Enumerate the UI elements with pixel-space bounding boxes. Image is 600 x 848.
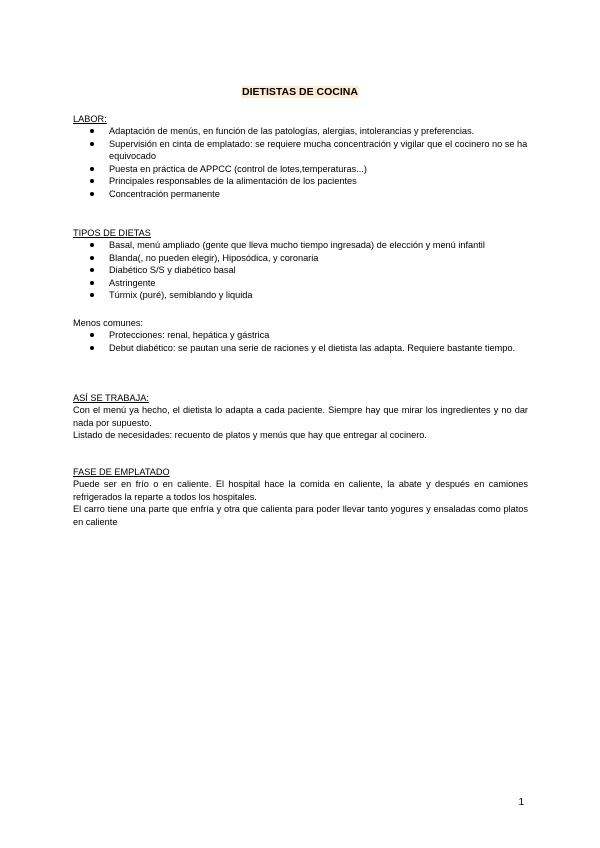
bullet-icon — [90, 268, 94, 272]
paragraph: Listado de necesidades: recuento de platos y menús que hay que entregar al cocinero. — [73, 430, 427, 440]
bullet-icon — [90, 293, 94, 297]
labor-list — [73, 125, 528, 200]
list-item: Adaptación de menús, en función de las patologías, alergias, intolerancias y preferencias. — [73, 125, 528, 138]
section-fase-de-emplatado — [73, 466, 528, 528]
page-number: 1 — [518, 797, 524, 808]
section-asi-se-trabaja — [73, 392, 528, 442]
bullet-icon — [90, 179, 94, 183]
list-item: Basal, menú ampliado (gente que lleva mucho tiempo ingresada) de elección y menú infantil — [73, 239, 528, 252]
menos-list — [73, 329, 528, 354]
section-heading-fase: FASE DE EMPLATADO — [73, 467, 170, 477]
list-item: Principales responsables de la alimentación de los pacientes — [73, 175, 528, 188]
bullet-icon — [90, 256, 94, 260]
bullet-icon — [90, 142, 94, 146]
bullet-icon — [90, 281, 94, 285]
list-item: Supervisión en cinta de emplatado: se requiere mucha concentración y vigilar que el cocinero no se ha equivocado — [73, 138, 528, 163]
section-labor — [73, 113, 528, 200]
bullet-icon — [90, 346, 94, 350]
section-tipos-de-dietas — [73, 227, 528, 302]
paragraph: Puede ser en frío o en caliente. El hospital hace la comida en caliente, la abate y después en camiones refrigerados la reparte a todos los hospitales. — [73, 479, 528, 502]
bullet-icon — [90, 333, 94, 337]
paragraph: Con el menú ya hecho, el dietista lo adapta a cada paciente. Siempre hay que mirar los ingredientes y no dar nada por supuesto. — [73, 405, 528, 428]
list-item: Debut diabético: se pautan una serie de raciones y el dietista las adapta. Requiere bastante tiempo. — [73, 342, 528, 355]
list-item: Concentración permanente — [73, 188, 528, 201]
bullet-icon — [90, 192, 94, 196]
list-item: Túrmix (puré), semiblando y liquida — [73, 289, 528, 302]
list-item: Astringente — [73, 277, 528, 290]
section-heading-asi: ASÍ SE TRABAJA: — [73, 393, 149, 403]
section-heading-labor: LABOR: — [73, 114, 107, 124]
bullet-icon — [90, 243, 94, 247]
list-item: Blanda(, no pueden elegir), Hiposódica, y coronaria — [73, 252, 528, 265]
section-menos-comunes — [73, 317, 528, 354]
document-title: DIETISTAS DE COCINA — [242, 86, 358, 98]
bullet-icon — [90, 129, 94, 133]
section-heading-menos-comunes: Menos comunes: — [73, 318, 143, 328]
paragraph: El carro tiene una parte que enfría y otra que calienta para poder llevar tanto yogures y ensaladas como platos en caliente — [73, 504, 528, 527]
list-item: Puesta en práctica de APPCC (control de lotes,temperaturas...) — [73, 163, 528, 176]
document-title-container — [0, 86, 600, 98]
list-item: Protecciones: renal, hepática y gástrica — [73, 329, 528, 342]
list-item: Diabético S/S y diabético basal — [73, 264, 528, 277]
bullet-icon — [90, 167, 94, 171]
tipos-list — [73, 239, 528, 302]
section-heading-tipos: TIPOS DE DIETAS — [73, 228, 151, 238]
